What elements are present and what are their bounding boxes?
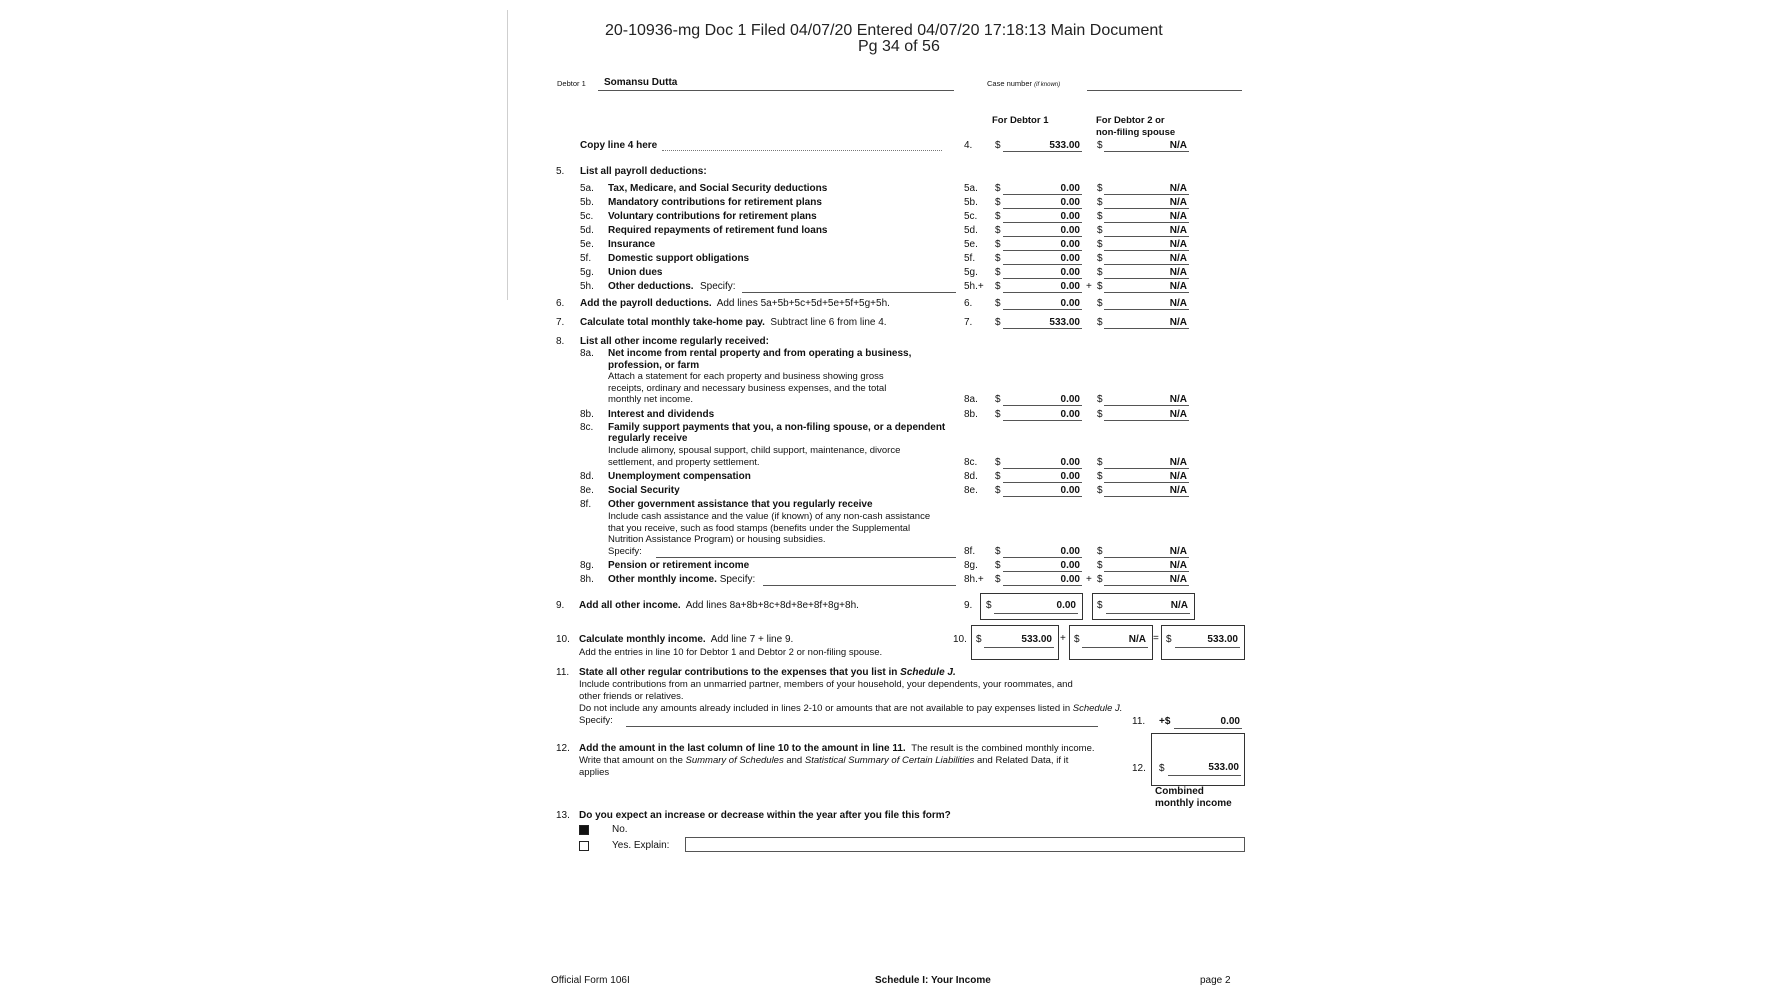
line8a-d2-currency: $	[1097, 394, 1103, 405]
line5-item-ref: 5a.	[964, 183, 978, 194]
line5-item-d1-underline	[1003, 278, 1082, 279]
line12-note1: Write that amount on the Summary of Schedules and Statistical Summary of Certain Liabilities and Related Data, if it	[579, 755, 1069, 766]
line8f-d2-currency: $	[1097, 546, 1103, 557]
line5-item-d2-underline	[1104, 236, 1189, 237]
line8a-code: 8a.	[580, 348, 594, 359]
line5-item-ref: 5f.	[964, 253, 976, 264]
line13-no-checkbox[interactable]	[579, 825, 589, 835]
line5-item-code: 5d.	[580, 225, 594, 236]
line7-d1-currency: $	[995, 317, 1001, 328]
line8f-specify-field	[656, 557, 956, 558]
line8h-plus-sign: +	[1086, 574, 1092, 585]
line5-item-d2-value: N/A	[1169, 281, 1187, 292]
line11-value: 0.00	[1220, 716, 1240, 727]
line5-item-code: 5e.	[580, 239, 594, 250]
line5-item-d2-underline	[1104, 250, 1189, 251]
line8-title: List all other income regularly received:	[580, 336, 769, 347]
line10-d2-currency: $	[1074, 634, 1080, 645]
line8c-ref: 8c.	[964, 457, 978, 468]
line5-item-ref: 5h.+	[964, 281, 984, 292]
line5-title: List all payroll deductions:	[580, 166, 707, 177]
line7-d1-value: 533.00	[1049, 317, 1080, 328]
line11-note2: other friends or relatives.	[579, 691, 684, 702]
line8e-ref: 8e.	[964, 485, 978, 496]
line8b-d1-value: 0.00	[1060, 409, 1080, 420]
line10-ref: 10.	[953, 634, 967, 645]
line5-item-d1-currency: $	[995, 253, 1001, 264]
line8c-title2: regularly receive	[608, 433, 688, 444]
line5-item-d2-underline	[1104, 264, 1189, 265]
line5-item-d2-value: N/A	[1169, 183, 1187, 194]
line4-num: 4.	[964, 140, 973, 151]
line8h-text: Other monthly income. Specify:	[608, 574, 756, 585]
line6-num: 6.	[556, 298, 565, 309]
line12-value: 533.00	[1208, 762, 1239, 773]
col-header-debtor1: For Debtor 1	[992, 115, 1049, 126]
line12-total-box	[1151, 733, 1245, 786]
line5-item-ref: 5c.	[964, 211, 978, 222]
line11-num: 11.	[556, 667, 570, 678]
line12-note2: applies	[579, 767, 610, 778]
line7-d2-value: N/A	[1169, 317, 1187, 328]
line10-equals-sign: =	[1153, 633, 1159, 644]
line4-d1-underline	[1003, 151, 1082, 152]
line5-item-d1-underline	[1003, 222, 1082, 223]
line5-item-d1-underline	[1003, 208, 1082, 209]
line8e-d2-underline	[1104, 496, 1189, 497]
line8a-d1-value: 0.00	[1060, 394, 1080, 405]
line9-num: 9.	[556, 600, 565, 611]
line9-text: Add all other income. Add lines 8a+8b+8c+8d+8e+8f+8g+8h.	[579, 600, 859, 611]
line5-item-d2-underline	[1104, 292, 1189, 293]
line5-item-d1-currency: $	[995, 267, 1001, 278]
line8c-title1: Family support payments that you, a non-filing spouse, or a dependent	[608, 422, 946, 433]
line8c-d2-underline	[1104, 468, 1189, 469]
col-header-debtor2-l1: For Debtor 2 or	[1096, 115, 1165, 126]
line6-d2-value: N/A	[1169, 298, 1187, 309]
line8f-d1-currency: $	[995, 546, 1001, 557]
line13-title: Do you expect an increase or decrease within the year after you file this form?	[579, 810, 951, 821]
line8e-d2-value: N/A	[1169, 485, 1187, 496]
line8f-ref: 8f.	[964, 546, 976, 557]
line5-item-label: Voluntary contributions for retirement plans	[608, 211, 817, 222]
line8g-d2-underline	[1104, 571, 1189, 572]
line8h-d2-currency: $	[1097, 574, 1103, 585]
line8c-note2: settlement, and property settlement.	[608, 457, 760, 468]
line7-d2-underline	[1104, 328, 1189, 329]
line5-item-d2-currency: $	[1097, 211, 1103, 222]
line8e-title: Social Security	[608, 485, 680, 496]
line5-item-d2-currency: $	[1097, 239, 1103, 250]
line10-text: Calculate monthly income. Add line 7 + line 9.	[579, 634, 794, 645]
case-number-label: Case number (if known)	[987, 79, 1061, 88]
line4-d1-value: 533.00	[1049, 140, 1080, 151]
line5-item-code: 5b.	[580, 197, 594, 208]
line8h-specify-field	[763, 585, 956, 586]
line8b-code: 8b.	[580, 409, 594, 420]
line8d-d2-value: N/A	[1169, 471, 1187, 482]
line5-item-plus-sign: +	[1086, 281, 1092, 292]
line8f-specify-label: Specify:	[608, 546, 642, 557]
line8b-d2-underline	[1104, 420, 1189, 421]
line13-yes-label: Yes. Explain:	[612, 840, 670, 851]
line5-item-label: Domestic support obligations	[608, 253, 750, 264]
line8b-title: Interest and dividends	[608, 409, 715, 420]
line8-num: 8.	[556, 336, 565, 347]
line8g-d2-value: N/A	[1169, 560, 1187, 571]
line5-item-code: 5h.	[580, 281, 594, 292]
line4-d2-value: N/A	[1169, 140, 1187, 151]
line5-item-label: Union dues	[608, 267, 663, 278]
line8c-d1-value: 0.00	[1060, 457, 1080, 468]
line9-d1-value: 0.00	[1056, 600, 1076, 611]
line5-item-d1-value: 0.00	[1060, 239, 1080, 250]
line12-caption1: Combined	[1155, 786, 1204, 797]
line7-d2-currency: $	[1097, 317, 1103, 328]
line5-item-d2-value: N/A	[1169, 239, 1187, 250]
line5-item-d1-currency: $	[995, 211, 1001, 222]
line5-item-d2-currency: $	[1097, 267, 1103, 278]
line8h-d2-value: N/A	[1169, 574, 1187, 585]
line7-d1-underline	[1003, 328, 1082, 329]
line5-item-d2-currency: $	[1097, 183, 1103, 194]
line5-item-d2-value: N/A	[1169, 211, 1187, 222]
line5-item-ref: 5b.	[964, 197, 978, 208]
line5-item-label: Other deductions.	[608, 281, 694, 292]
line11-specify-field	[626, 726, 1098, 727]
line8a-d1-underline	[1003, 405, 1082, 406]
line8a-d1-currency: $	[995, 394, 1001, 405]
line6-text: Add the payroll deductions. Add lines 5a+5b+5c+5d+5e+5f+5g+5h.	[580, 298, 890, 309]
line8a-title1: Net income from rental property and from operating a business,	[608, 348, 912, 359]
line8h-code: 8h.	[580, 574, 594, 585]
line5-item-code: 5f.	[580, 253, 592, 264]
line10-d2-value: N/A	[1128, 634, 1146, 645]
line8f-note2: that you receive, such as food stamps (benefits under the Supplemental	[608, 523, 911, 534]
line8c-d2-currency: $	[1097, 457, 1103, 468]
line11-sign: +$	[1159, 716, 1171, 727]
line5-item-d1-underline	[1003, 250, 1082, 251]
line10-d1-value: 533.00	[1021, 634, 1052, 645]
line7-ref: 7.	[964, 317, 973, 328]
line13-no-label: No.	[612, 824, 628, 835]
line5-item-ref: 5d.	[964, 225, 978, 236]
line8c-d1-currency: $	[995, 457, 1001, 468]
line8g-d1-underline	[1003, 571, 1082, 572]
line9-d1-currency: $	[986, 600, 992, 611]
line8b-d1-currency: $	[995, 409, 1001, 420]
line6-d2-currency: $	[1097, 298, 1103, 309]
line5-item-code: 5a.	[580, 183, 594, 194]
line8h-d1-currency: $	[995, 574, 1001, 585]
line8d-title: Unemployment compensation	[608, 471, 751, 482]
line5-item-code: 5c.	[580, 211, 594, 222]
line5-item-label: Required repayments of retirement fund loans	[608, 225, 828, 236]
line8d-code: 8d.	[580, 471, 594, 482]
line8g-d2-currency: $	[1097, 560, 1103, 571]
line5-item-d1-value: 0.00	[1060, 281, 1080, 292]
line8g-title: Pension or retirement income	[608, 560, 750, 571]
line5-item-d1-currency: $	[995, 183, 1001, 194]
line5-item-d1-underline	[1003, 292, 1082, 293]
line8a-title2: profession, or farm	[608, 360, 700, 371]
line8g-ref: 8g.	[964, 560, 978, 571]
line10-num: 10.	[556, 634, 570, 645]
line5-item-d1-value: 0.00	[1060, 183, 1080, 194]
line11-note3: Do not include any amounts already included in lines 2-10 or amounts that are not available to pay expenses listed in Schedule J.	[579, 703, 1123, 714]
line8c-d2-value: N/A	[1169, 457, 1187, 468]
line8f-note3: Nutrition Assistance Program) or housing subsidies.	[608, 534, 826, 545]
line11-note1: Include contributions from an unmarried partner, members of your household, your dependents, your roommates, and	[579, 679, 1073, 690]
line8b-d2-value: N/A	[1169, 409, 1187, 420]
line12-num: 12.	[556, 743, 570, 754]
line5-item-d2-underline	[1104, 208, 1189, 209]
line8c-note1: Include alimony, spousal support, child support, maintenance, divorce	[608, 445, 901, 456]
line5-item-d1-value: 0.00	[1060, 267, 1080, 278]
line6-d1-underline	[1003, 309, 1082, 310]
line8h-d2-underline	[1104, 585, 1189, 586]
court-header-line1: 20-10936-mg Doc 1 Filed 04/07/20 Entered 04/07/20 17:18:13 Main Document	[605, 22, 1163, 39]
line8d-d1-underline	[1003, 482, 1082, 483]
line8f-d1-underline	[1003, 557, 1082, 558]
footer-title: Schedule I: Your Income	[875, 975, 991, 986]
line8b-ref: 8b.	[964, 409, 978, 420]
line5-item-d1-value: 0.00	[1060, 253, 1080, 264]
line5-item-code: 5g.	[580, 267, 594, 278]
line8e-code: 8e.	[580, 485, 594, 496]
line5-item-d1-value: 0.00	[1060, 225, 1080, 236]
line10-d1-currency: $	[976, 634, 982, 645]
line5-item-label: Insurance	[608, 239, 656, 250]
line11-ref: 11.	[1132, 716, 1146, 727]
line5-item-d1-underline	[1003, 236, 1082, 237]
line10-plus-sign: +	[1060, 633, 1066, 644]
line8a-note1: Attach a statement for each property and business showing gross	[608, 371, 884, 382]
line8e-d1-value: 0.00	[1060, 485, 1080, 496]
line5-item-d2-currency: $	[1097, 281, 1103, 292]
line8h-d1-underline	[1003, 585, 1082, 586]
line8f-d2-value: N/A	[1169, 546, 1187, 557]
line5-item-d1-underline	[1003, 264, 1082, 265]
line5-item-d1-currency: $	[995, 197, 1001, 208]
line8d-ref: 8d.	[964, 471, 978, 482]
line6-ref: 6.	[964, 298, 973, 309]
line11-specify-label: Specify:	[579, 715, 613, 726]
line8c-d1-underline	[1003, 468, 1082, 469]
col-header-debtor2-l2: non-filing spouse	[1096, 127, 1176, 138]
footer-page: page 2	[1200, 975, 1231, 986]
line5-item-label: Mandatory contributions for retirement plans	[608, 197, 822, 208]
line13-num: 13.	[556, 810, 570, 821]
line8g-code: 8g.	[580, 560, 594, 571]
line8e-d1-underline	[1003, 496, 1082, 497]
line13-yes-checkbox[interactable]	[579, 841, 589, 851]
line8g-d1-value: 0.00	[1060, 560, 1080, 571]
line4-d2-underline	[1104, 151, 1189, 152]
line8a-note2: receipts, ordinary and necessary business expenses, and the total	[608, 383, 887, 394]
line4-d1-currency: $	[995, 140, 1001, 151]
line9-d2-currency: $	[1097, 600, 1103, 611]
line8b-d2-currency: $	[1097, 409, 1103, 420]
line10-total-value: 533.00	[1207, 634, 1238, 645]
line12-caption2: monthly income	[1155, 798, 1232, 809]
line11-title: State all other regular contributions to the expenses that you list in Schedule J.	[579, 667, 956, 678]
line10-subtext: Add the entries in line 10 for Debtor 1 and Debtor 2 or non-filing spouse.	[579, 647, 883, 658]
line5h-specify-field	[742, 292, 956, 293]
line5-item-d2-underline	[1104, 194, 1189, 195]
debtor-name: Somansu Dutta	[604, 77, 678, 88]
line8f-note1: Include cash assistance and the value (if known) of any non-cash assistance	[608, 511, 931, 522]
line5-item-d1-currency: $	[995, 281, 1001, 292]
line8a-note3: monthly net income.	[608, 394, 694, 405]
line8f-title: Other government assistance that you regularly receive	[608, 499, 873, 510]
line5-item-ref: 5g.	[964, 267, 978, 278]
line12-title: Add the amount in the last column of line 10 to the amount in line 11. The result is the combined monthly income.	[579, 743, 1095, 754]
line6-d2-underline	[1104, 309, 1189, 310]
line7-text: Calculate total monthly take-home pay. Subtract line 6 from line 4.	[580, 317, 887, 328]
line9-ref: 9.	[964, 600, 973, 611]
line7-num: 7.	[556, 317, 565, 328]
line5-item-d1-underline	[1003, 194, 1082, 195]
line8f-d2-underline	[1104, 557, 1189, 558]
line9-d2-value: N/A	[1170, 600, 1188, 611]
line4-d2-currency: $	[1097, 140, 1103, 151]
line6-d1-value: 0.00	[1060, 298, 1080, 309]
line5-item-d2-value: N/A	[1169, 225, 1187, 236]
line5-item-label: Tax, Medicare, and Social Security deductions	[608, 183, 828, 194]
line12-ref: 12.	[1132, 763, 1146, 774]
line8a-d2-underline	[1104, 405, 1189, 406]
line13-explain-field[interactable]	[685, 837, 1245, 852]
line5-item-d2-currency: $	[1097, 253, 1103, 264]
line8e-d2-currency: $	[1097, 485, 1103, 496]
line8h-ref: 8h.+	[964, 574, 984, 585]
line8e-d1-currency: $	[995, 485, 1001, 496]
line12-currency: $	[1159, 763, 1165, 774]
line4-text: Copy line 4 here	[580, 140, 658, 151]
line5-num: 5.	[556, 166, 565, 177]
case-number-field	[1087, 90, 1242, 91]
line8d-d2-underline	[1104, 482, 1189, 483]
line5-item-d2-currency: $	[1097, 197, 1103, 208]
line5-item-d2-currency: $	[1097, 225, 1103, 236]
line5-item-ref: 5e.	[964, 239, 978, 250]
line8d-d1-currency: $	[995, 471, 1001, 482]
line8f-code: 8f.	[580, 499, 592, 510]
line8g-d1-currency: $	[995, 560, 1001, 571]
court-header-page: Pg 34 of 56	[858, 38, 940, 55]
line5-item-d1-value: 0.00	[1060, 211, 1080, 222]
line5-item-d2-value: N/A	[1169, 197, 1187, 208]
line8b-d1-underline	[1003, 420, 1082, 421]
line5-item-d1-currency: $	[995, 239, 1001, 250]
line5-item-d2-underline	[1104, 278, 1189, 279]
line5-item-d2-value: N/A	[1169, 267, 1187, 278]
line10-total-currency: $	[1166, 634, 1172, 645]
line8d-d1-value: 0.00	[1060, 471, 1080, 482]
line8d-d2-currency: $	[1097, 471, 1103, 482]
debtor-label: Debtor 1	[557, 79, 586, 88]
line5-item-d2-value: N/A	[1169, 253, 1187, 264]
line5-item-d1-value: 0.00	[1060, 197, 1080, 208]
line5-item-d1-currency: $	[995, 225, 1001, 236]
line6-d1-currency: $	[995, 298, 1001, 309]
scan-edge-line	[507, 10, 508, 300]
footer-form-number: Official Form 106I	[551, 975, 630, 986]
line8a-ref: 8a.	[964, 394, 978, 405]
line8f-d1-value: 0.00	[1060, 546, 1080, 557]
line5-item-d2-underline	[1104, 222, 1189, 223]
line8a-d2-value: N/A	[1169, 394, 1187, 405]
line8c-code: 8c.	[580, 422, 594, 433]
line8h-d1-value: 0.00	[1060, 574, 1080, 585]
line5h-specify-label: Specify:	[700, 281, 736, 292]
